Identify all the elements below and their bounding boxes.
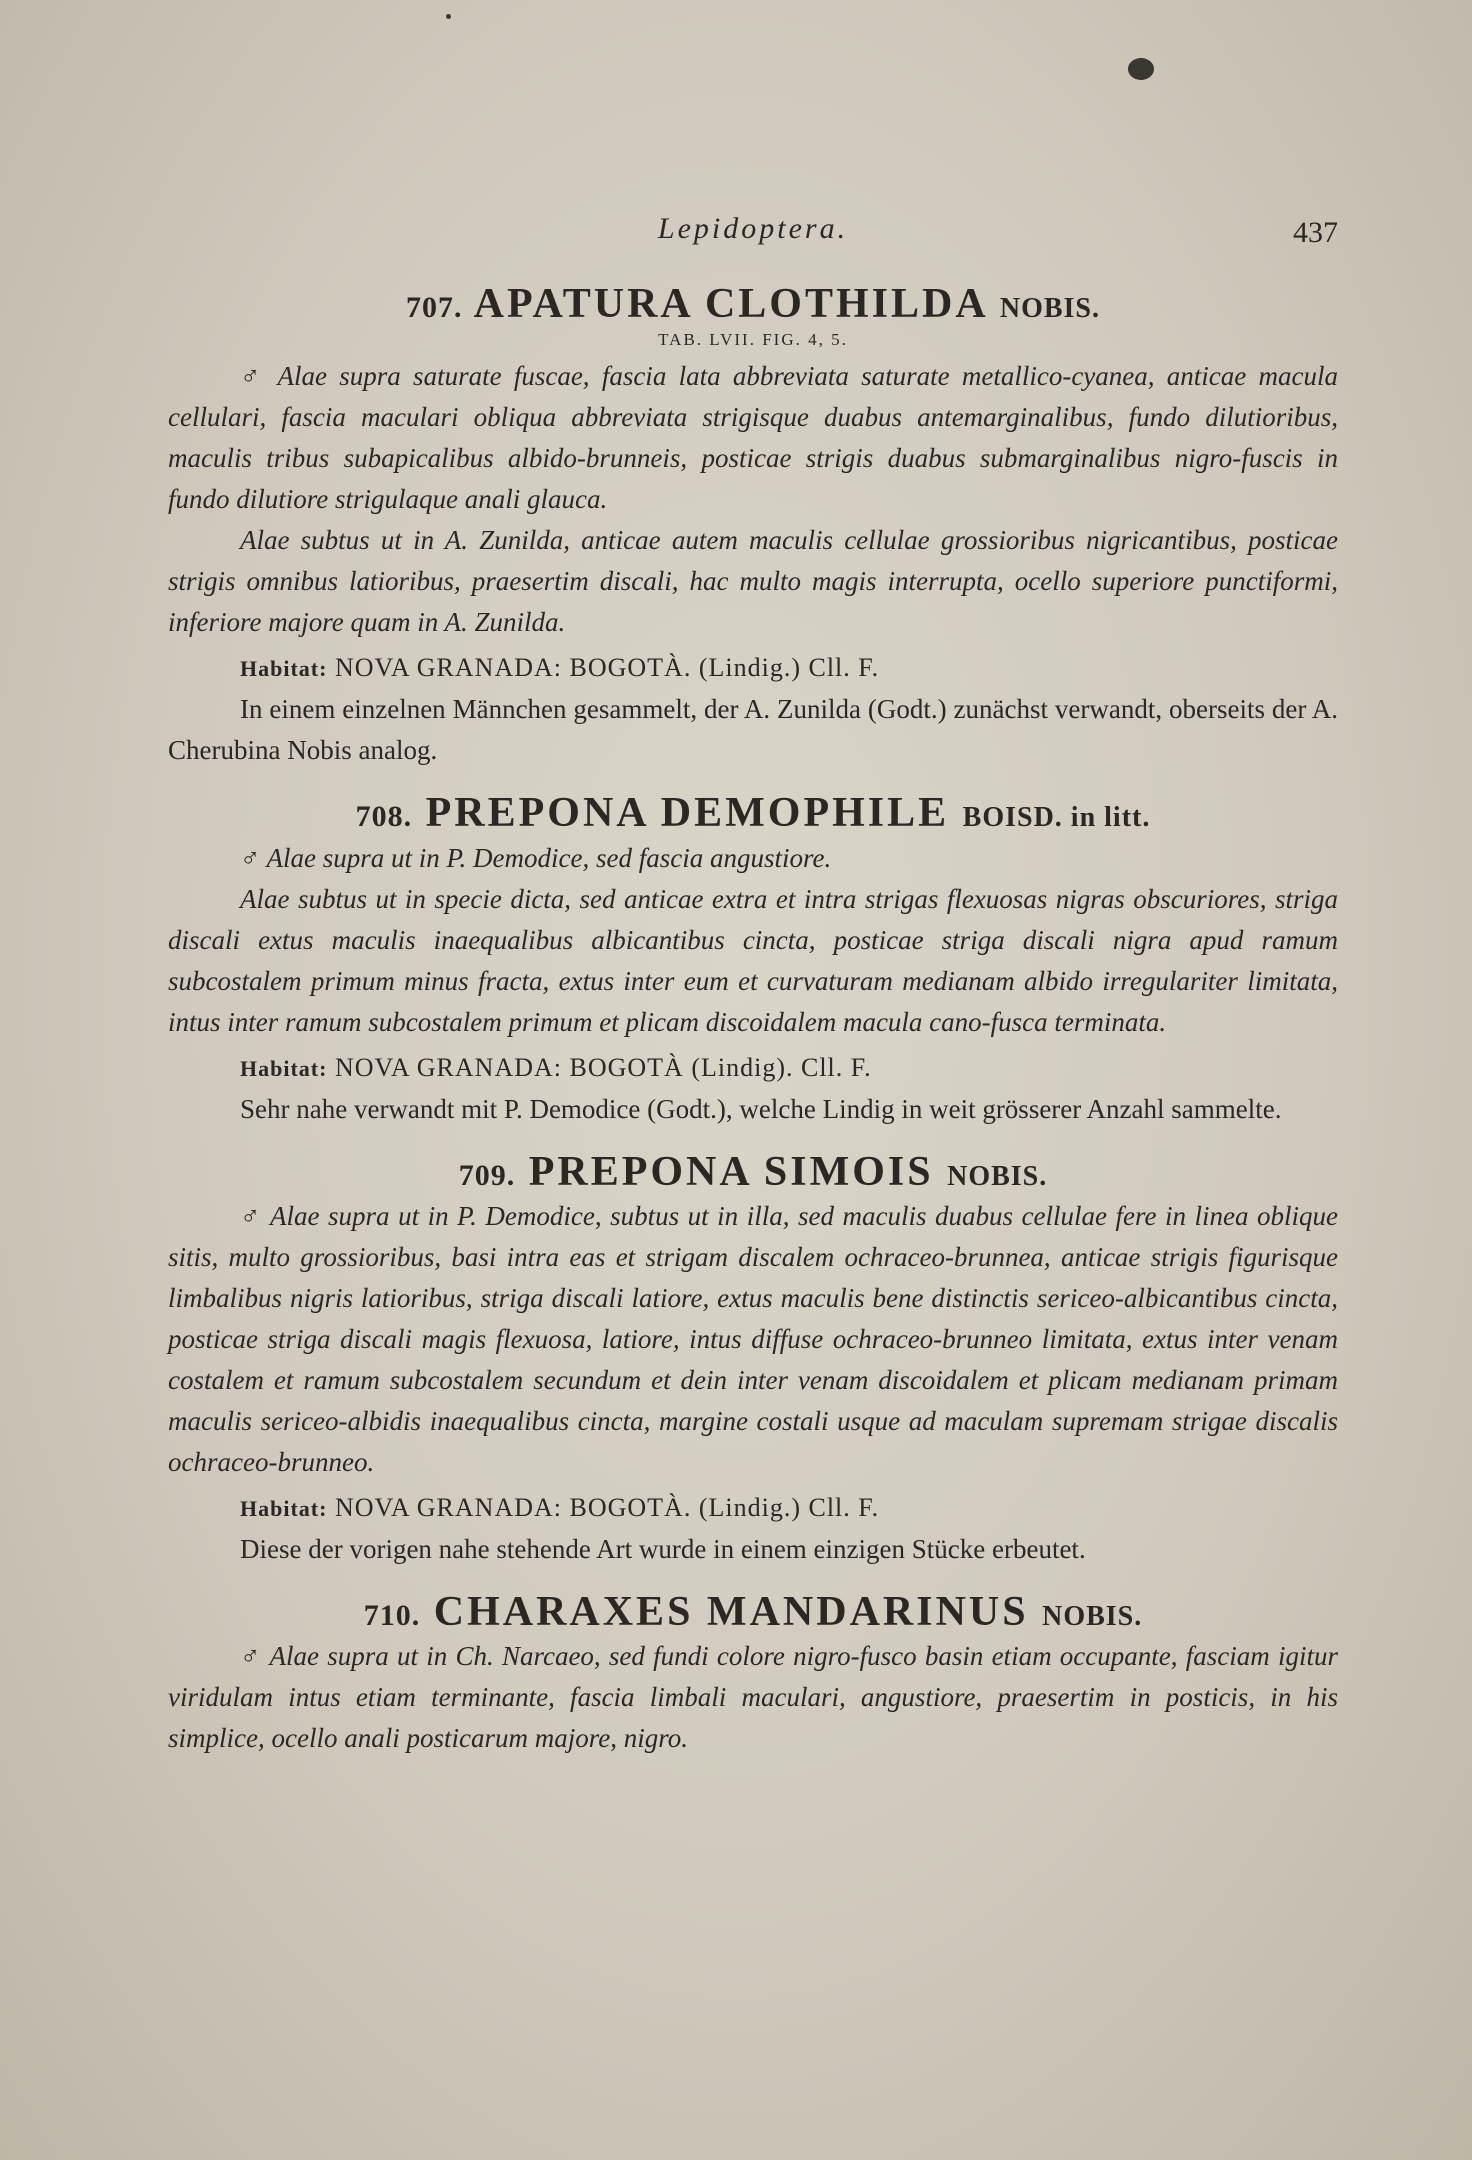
habitat-label: Habitat: (240, 1495, 328, 1521)
species-number: 710. (363, 1598, 421, 1632)
species-entry-709 (168, 1148, 1338, 1570)
latin-description: ♂ Alae supra ut in P. Demodice, subtus ut in illa, sed maculis duabus cellulae fere in linea oblique sitis, multo grossioribus, basi intra eas et strigam discalem ochraceo-brunnea, anticae strigis figurisque limbalibus nigris latioribus, striga discali latiore, extus maculis bene distinctis sericeo-albicantibus cincta, posticae striga discali magis flexuosa, latiore, intus diffuse ochraceo-brunneo limitata, extus inter venam costalem et ramum subcostalem secundum et dein inter venam discoidalem et plicam medianam primam maculis sericeo-albidis inaequalibus cincta, margine costali usque ad maculam supremam strigae discalis ochraceo-brunneo. (168, 1200, 1338, 1477)
habitat-line (240, 1487, 1338, 1529)
plate-reference: TAB. LVII. FIG. 4, 5. (658, 330, 848, 350)
german-note: In einem einzelnen Männchen gesammelt, der A. Zunilda (Godt.) zunächst verwandt, oberseits der A. Cherubina Nobis analog. (168, 694, 1338, 766)
species-name: APATURA CLOTHILDA (473, 281, 987, 327)
species-name: PREPONA SIMOIS (528, 1148, 934, 1195)
german-note: Sehr nahe verwandt mit P. Demodice (Godt.), welche Lindig in weit grösserer Anzahl sammelte. (240, 1093, 1282, 1124)
species-name: PREPONA DEMOPHILE (425, 790, 950, 837)
latin-description: ♂ Alae supra saturate fuscae, fascia lata abbreviata saturate metallico-cyanea, anticae macula cellulari, fascia maculari obliqua abbreviata strigisque duabus antemarginalibus, fundo dilutioribus, maculis tribus subapicalibus albido-brunneis, posticae strigis duabus submarginalibus nigro-fuscis in fundo dilutiore strigulaque anali glauca. (168, 361, 1338, 515)
habitat-label: Habitat: (240, 1055, 328, 1081)
latin-description: ♂ Alae supra ut in P. Demodice, sed fascia angustiore. (240, 842, 832, 873)
species-number: 709. (458, 1158, 516, 1192)
species-entry-707 (168, 280, 1338, 771)
species-author: NOBIS. (947, 1160, 1048, 1192)
latin-description: Alae subtus ut in specie dicta, sed anticae extra et intra strigas flexuosas nigras obscuriores, striga discali extus maculis inaequalibus albicantibus cincta, posticae striga discali nigra apud ramum subcostalem primum minus fracta, extus inter eum et curvaturam medianam albido irregulariter limitata, intus inter ramum subcostalem primum et plicam discoidalem macula cano-fusca terminata. (168, 883, 1338, 1037)
habitat-value: NOVA GRANADA: BOGOTÀ (Lindig). Cll. F. (334, 1052, 872, 1082)
species-heading (168, 1148, 1338, 1196)
running-head (168, 212, 1338, 262)
german-note: Diese der vorigen nahe stehende Art wurde in einem einzigen Stücke erbeutet. (240, 1533, 1086, 1564)
species-name: CHARAXES MANDARINUS (433, 1588, 1029, 1635)
habitat-value: NOVA GRANADA: BOGOTÀ. (Lindig.) Cll. F. (334, 653, 880, 683)
page-content (168, 212, 1338, 1759)
ink-dot (446, 14, 451, 19)
species-number: 708. (355, 800, 413, 834)
ink-spot (1128, 58, 1154, 80)
species-heading (168, 789, 1338, 837)
page-number: 437 (1293, 216, 1338, 249)
latin-description: Alae subtus ut in A. Zunilda, anticae autem maculis cellulae grossioribus nigricantibus, posticae strigis omnibus latioribus, praesertim discali, hac multo magis interrupta, ocello superiore punctiformi, inferiore majore quam in A. Zunilda. (168, 525, 1338, 638)
habitat-line (240, 1047, 1338, 1089)
habitat-label: Habitat: (240, 656, 328, 682)
latin-description: ♂ Alae supra ut in Ch. Narcaeo, sed fundi colore nigro-fusco basin etiam occupante, fasciam igitur viridulam intus etiam terminante, fascia limbali maculari, angustiore, praesertim in posticis, in his simplice, ocello anali posticarum majore, nigro. (168, 1641, 1338, 1754)
habitat-value: NOVA GRANADA: BOGOTÀ. (Lindig.) Cll. F. (334, 1492, 880, 1522)
species-author: NOBIS. (1042, 1600, 1143, 1632)
species-author: NOBIS. (999, 293, 1100, 324)
species-author: BOISD. in litt. (962, 802, 1151, 834)
species-number: 707. (405, 291, 463, 324)
habitat-line (240, 647, 1338, 689)
running-title: Lepidoptera. (657, 212, 849, 245)
species-heading (168, 280, 1338, 328)
species-entry-710 (168, 1588, 1338, 1759)
species-heading (168, 1588, 1338, 1636)
species-entry-708 (168, 789, 1338, 1129)
